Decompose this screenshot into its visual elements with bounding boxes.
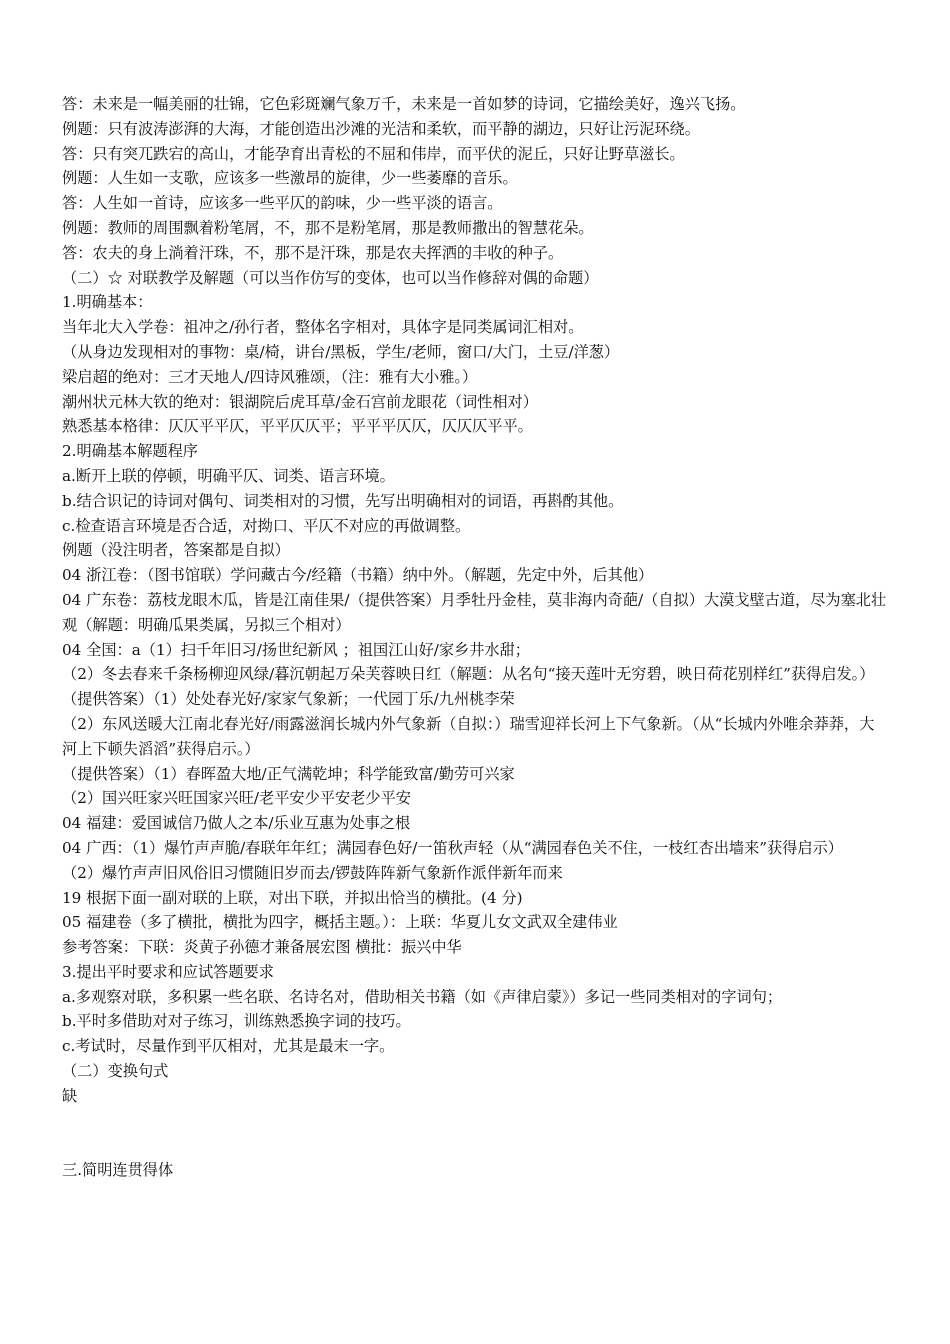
text-line: （2）国兴旺家兴旺国家兴旺/老平安少平安老少平安 <box>62 789 411 808</box>
text-line: 答：未来是一幅美丽的壮锦，它色彩斑斓气象万千，未来是一首如梦的诗词，它描绘美好，逸兴飞扬。 <box>62 95 746 113</box>
subsection-heading: 3.提出平时要求和应试答题要求 <box>62 962 274 981</box>
text-line: 例题：人生如一支歌，应该多一些激昂的旋律，少一些萎靡的音乐。 <box>62 169 518 188</box>
text-line: 例题：只有波涛澎湃的大海，才能创造出沙滩的光洁和柔软，而平静的湖边，只好让污泥环绕。 <box>62 119 700 138</box>
text-line: 答：人生如一首诗，应该多一些平仄的韵味，少一些平淡的语言。 <box>62 194 503 213</box>
section-heading: （二）变换句式 <box>62 1062 169 1081</box>
text-line: c.检查语言环境是否合适，对拗口、平仄不对应的再做调整。 <box>62 516 471 535</box>
subsection-heading: 2.明确基本解题程序 <box>62 442 198 461</box>
text-line: 答：农夫的身上淌着汗珠，不，那不是汗珠，那是农夫挥洒的丰收的种子。 <box>62 243 564 262</box>
text-line: 例题（没注明者，答案都是自拟） <box>62 541 290 560</box>
text-line: 缺 <box>62 1086 78 1105</box>
text-line: 潮州状元林大钦的绝对：银湖院后虎耳草/金石宫前龙眼花（词性相对） <box>62 392 538 411</box>
text-line: （2）爆竹声声旧风俗旧习惯随旧岁而去/锣鼓阵阵新气象新作派伴新年而来 <box>62 863 563 882</box>
text-line: 19 根据下面一副对联的上联，对出下联，并拟出恰当的横批。(4 分) <box>62 888 523 907</box>
text-line: 05 福建卷（多了横批，横批为四字，概括主题。）：上联：华夏儿女文武双全建伟业 <box>62 913 618 932</box>
blank-space <box>62 1109 888 1158</box>
text-line: 参考答案：下联：炎黄子孙德才兼备展宏图 横批：振兴中华 <box>62 938 462 957</box>
text-line: 答：只有突兀跌宕的高山，才能孕育出青松的不屈和伟岸，而平伏的泥丘，只好让野草滋长。 <box>62 144 685 163</box>
text-line: 04 福建：爱国诚信乃做人之本/乐业互惠为处事之根 <box>62 814 411 833</box>
text-line: 熟悉基本格律：仄仄平平仄，平平仄仄平；平平平仄仄，仄仄仄平平。 <box>62 417 533 436</box>
chapter-heading: 三.简明连贯得体 <box>62 1160 174 1179</box>
text-line: 04 广西：（1）爆竹声声脆/春联年年红；满园春色好/一笛秋声轻（从“满园春色关不住，一枝红杏出墙来”获得启示） <box>62 838 843 857</box>
document-body <box>62 92 888 1182</box>
text-line: b.结合识记的诗词对偶句、词类相对的习惯，先写出明确相对的词语，再斟酌其他。 <box>62 491 624 510</box>
text-line: a.断开上联的停顿，明确平仄、词类、语言环境。 <box>62 466 395 485</box>
text-line: （2）冬去春来千条杨柳迎风绿/暮沉朝起万朵芙蓉映日红（解题：从名句“接天莲叶无穷碧，映日荷花别样红”获得启发。） <box>62 665 875 684</box>
section-heading: （二）☆ 对联教学及解题（可以当作仿写的变体，也可以当作修辞对偶的命题） <box>62 268 599 287</box>
text-line: 04 全国：a（1）扫千年旧习/扬世纪新风 ；祖国江山好/家乡井水甜； <box>62 640 530 659</box>
text-line: （从身边发现相对的事物：桌/椅，讲台/黑板，学生/老师，窗口/大门，土豆/洋葱） <box>62 342 620 361</box>
subsection-heading: 1.明确基本： <box>62 293 153 312</box>
text-line: 梁启超的绝对：三才天地人/四诗风雅颂，（注：雅有大小雅。） <box>62 367 478 386</box>
text-line: a.多观察对联，多积累一些名联、名诗名对，借助相关书籍（如《声律启蒙》）多记一些同类相对的字词句； <box>62 987 783 1006</box>
text-line: 当年北大入学卷：祖冲之/孙行者，整体名字相对，具体字是同类属词汇相对。 <box>62 318 584 337</box>
text-line: 例题：教师的周围飘着粉笔屑，不，那不是粉笔屑，那是教师撒出的智慧花朵。 <box>62 218 594 237</box>
text-line: （提供答案）（1）春晖盈大地/正气满乾坤；科学能致富/勤劳可兴家 <box>62 764 515 783</box>
text-line: 04 浙江卷：（图书馆联）学问藏古今/经籍（书籍）纳中外。（解题，先定中外，后其他） <box>62 566 654 585</box>
text-line: b.平时多借助对对子练习，训练熟悉换字词的技巧。 <box>62 1012 411 1031</box>
text-line: 04 广东卷：荔枝龙眼木瓜，皆是江南佳果/（提供答案）月季牡丹金桂，莫非海内奇葩/（自拟）大漠戈壁古道，尽为塞北壮观（解题：明确瓜果类属，另拟三个相对） <box>62 590 887 634</box>
text-line: （提供答案）（1）处处春光好/家家气象新；一代园丁乐/九州桃李荣 <box>62 690 515 709</box>
text-line: c.考试时，尽量作到平仄相对，尤其是最末一字。 <box>62 1037 395 1056</box>
text-line: （2）东风送暖大江南北春光好/雨露滋润长城内外气象新（自拟：）瑞雪迎祥长河上下气象新。（从“长城内外唯余莽莽，大河上下顿失滔滔”获得启示。） <box>62 714 875 758</box>
